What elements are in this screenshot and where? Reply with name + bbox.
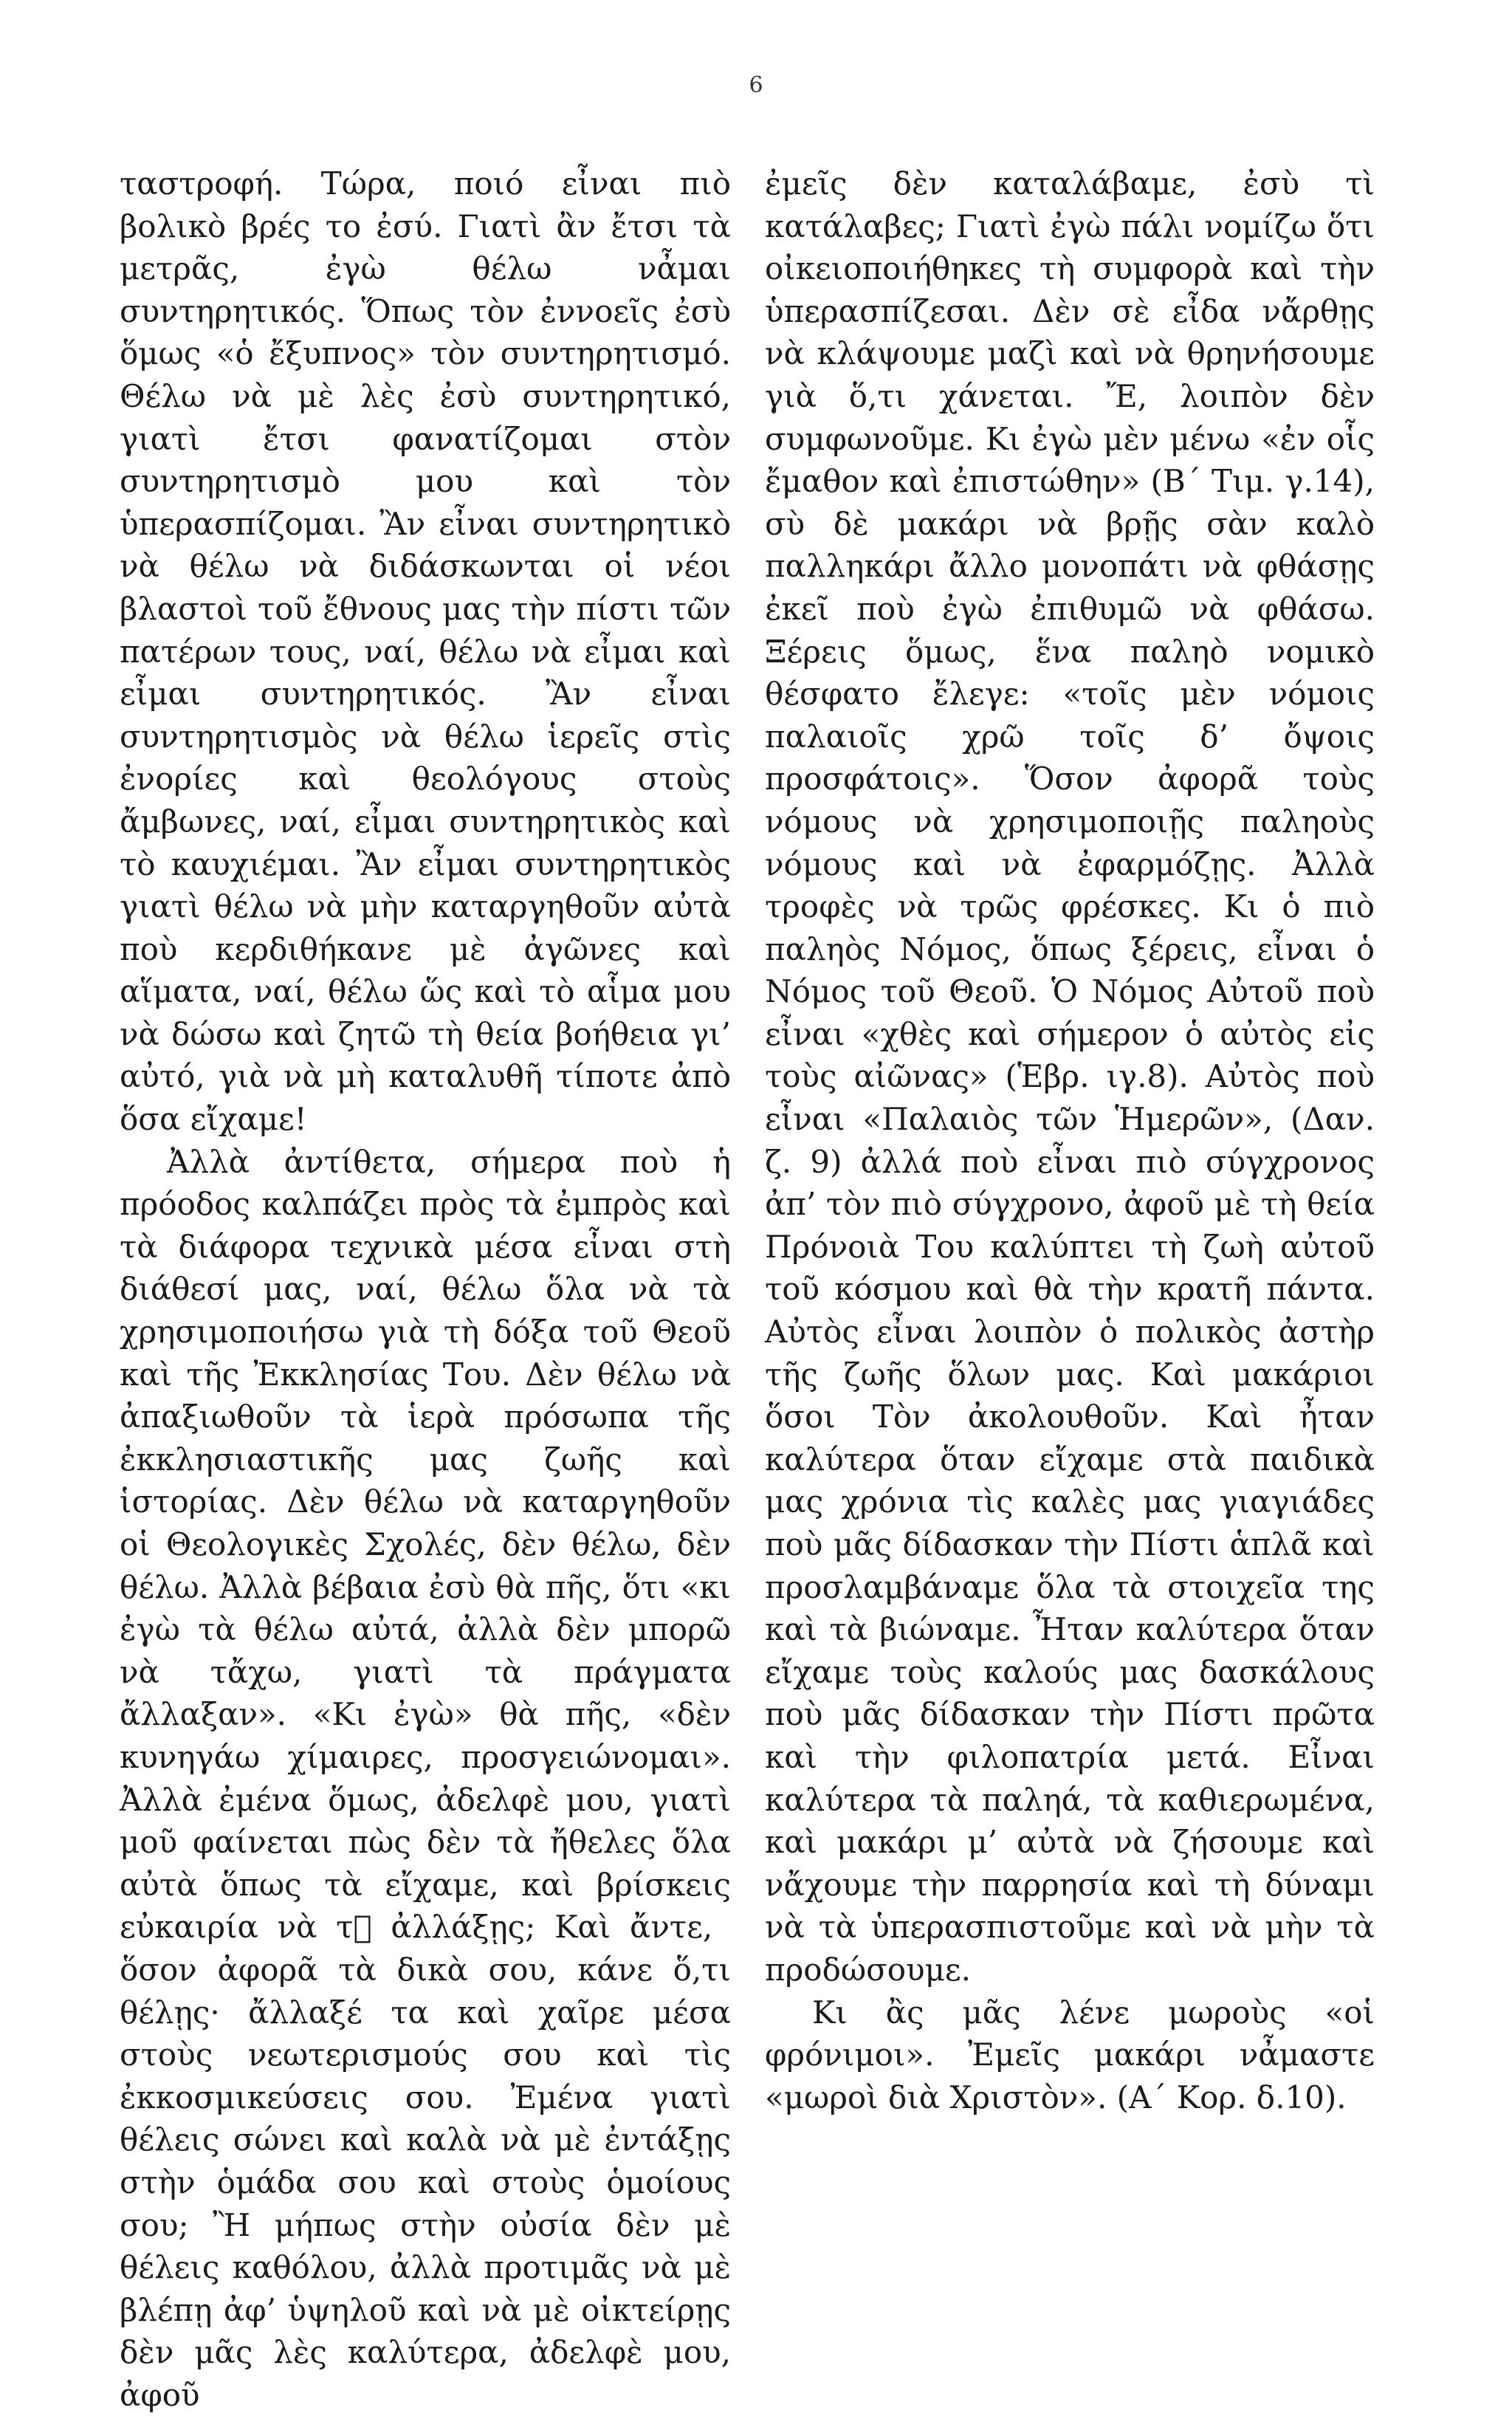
paragraph: Κι ἂς μᾶς λένε μωροὺς «οἱ φρόνιμοι». Ἐμεῖς μακάρι νἆμαστε «μωροὶ διὰ Χριστὸν». (Α΄ Κορ. δ.10). <box>765 1994 1375 2115</box>
left-column <box>120 162 731 2416</box>
paragraph: Ἀλλὰ ἀντίθετα, σήμερα ποὺ ἡ πρόοδος καλπάζει πρὸς τὰ ἐμπρὸς καὶ τὰ διάφορα τεχνικὰ μέσα εἶναι στὴ διάθεσί μας, ναί, θέλω ὅλα νὰ τὰ χρησιμοποιήσω γιὰ τὴ δόξα τοῦ Θεοῦ καὶ τῆς Ἐκκλησίας Του. Δὲν θέλω νὰ ἀπαξιωθοῦν τὰ ἱερὰ πρόσωπα τῆς ἐκκλησιαστικῆς μας ζωῆς καὶ ἱστορίας. Δὲν θέλω νὰ καταργηθοῦν οἱ Θεολογικὲς Σχολές, δὲν θέλω, δὲν θέλω. Ἀλλὰ βέβαια ἐσὺ θὰ πῆς, ὅτι «κι ἐγὼ τὰ θέλω αὐτά, ἀλλὰ δὲν μπορῶ νὰ τἄχω, γιατὶ τὰ πράγματα ἄλλαξαν». «Κι ἐγὼ» θὰ πῆς, «δὲν κυνηγάω χίμαιρες, προσγειώνομαι». Ἀλλὰ ἐμένα ὅμως, ἀδελφὲ μου, γιατὶ μοῦ φαίνεται πὼς δὲν τὰ ἤθελες ὅλα αὐτὰ ὅπως τὰ εἴχαμε, καὶ βρίσκεις εὐκαιρία νὰ τ⃞ ἀλλάξῃς; Καὶ ἄντε, ὅσον ἀφορᾶ τὰ δικὰ σου, κάνε ὅ,τι θέλῃς· ἄλλαξέ τα καὶ χαῖρε μέσα στοὺς νεωτερισμούς σου καὶ τὶς ἐκκοσμικεύσεις σου. Ἐμένα γιατὶ θέλεις σώνει καὶ καλὰ νὰ μὲ ἐντάξῃς στὴν ὁμάδα σου καὶ στοὺς ὁμοίους σου; Ἢ μήπως στὴν οὐσία δὲν μὲ θέλεις καθόλου, ἀλλὰ προτιμᾶς νὰ μὲ βλέπῃ ἀφ’ ὑψηλοῦ καὶ νὰ μὲ οἰκτείρῃς δὲν μᾶς λὲς καλύτερα, ἀδελφὲ μου, ἀφοῦ <box>120 1143 731 2413</box>
paragraph: ταστροφή. Τώρα, ποιό εἶναι πιὸ βολικὸ βρές το ἐσύ. Γιατὶ ἂν ἔτσι τὰ μετρᾶς, ἐγὼ θέλω νἆμαι συντηρητικός. Ὅπως τὸν ἐννοεῖς ἐσὺ ὅμως «ὁ ἔξυπνος» τὸν συντηρητισμό. Θέλω νὰ μὲ λὲς ἐσὺ συντηρητικό, γιατὶ ἔτσι φανατίζομαι στὸν συντηρητισμὸ μου καὶ τὸν ὑπερασπίζομαι. Ἂν εἶναι συντηρητικὸ νὰ θέλω νὰ διδάσκωνται οἱ νέοι βλαστοὶ τοῦ ἔθνους μας τὴν πίστι τῶν πατέρων τους, ναί, θέλω νὰ εἶμαι καὶ εἶμαι συντηρητικός. Ἂν εἶναι συντηρητισμὸς νὰ θέλω ἱερεῖς στὶς ἐνορίες καὶ θεολόγους στοὺς ἄμβωνες, ναί, εἶμαι συντηρητικὸς καὶ τὸ καυχιέμαι. Ἂν εἶμαι συντηρητικὸς γιατὶ θέλω νὰ μὴν καταργηθοῦν αὐτὰ ποὺ κερδιθήκανε μὲ ἀγῶνες καὶ αἵματα, ναί, θέλω ὥς καὶ τὸ αἷμα μου νὰ δώσω καὶ ζητῶ τὴ θεία βοήθεια γι’ αὐτό, γιὰ νὰ μὴ καταλυθῆ τίποτε ἀπὸ ὅσα εἴχαμε! <box>120 165 731 1138</box>
right-column <box>765 162 1375 2118</box>
page-number: 6 <box>749 72 763 98</box>
paragraph: ἐμεῖς δὲν καταλάβαμε, ἐσὺ τὶ κατάλαβες; Γιατὶ ἐγὼ πάλι νομίζω ὅτι οἰκειοποιήθηκες τὴ συμφορὰ καὶ τὴν ὑπερασπίζεσαι. Δὲν σὲ εἶδα νἄρθῃς νὰ κλάψουμε μαζὶ καὶ νὰ θρηνήσουμε γιὰ ὅ,τι χάνεται. Ἔ, λοιπὸν δὲν συμφωνοῦμε. Κι ἐγὼ μὲν μένω «ἐν οἷς ἔμαθον καὶ ἐπιστώθην» (Β΄ Τιμ. γ.14), σὺ δὲ μακάρι νὰ βρῇς σὰν καλὸ παλληκάρι ἄλλο μονοπάτι νὰ φθάσῃς ἐκεῖ ποὺ ἐγὼ ἐπιθυμῶ νὰ φθάσω. Ξέρεις ὅμως, ἕνα παληὸ νομικὸ θέσφατο ἔλεγε: «τοῖς μὲν νόμοις παλαιοῖς χρῶ τοῖς δ’ ὄψοις προσφάτοις». Ὅσον ἀφορᾶ τοὺς νόμους νὰ χρησιμοποιῇς παληοὺς νόμους καὶ νὰ ἐφαρμόζῃς. Ἀλλὰ τροφὲς νὰ τρῶς φρέσκες. Κι ὁ πιὸ παληὸς Νόμος, ὅπως ξέρεις, εἶναι ὁ Νόμος τοῦ Θεοῦ. Ὁ Νόμος Αὐτοῦ ποὺ εἶναι «χθὲς καὶ σήμερον ὁ αὐτὸς εἰς τοὺς αἰῶνας» (Ἑβρ. ιγ.8). Αὐτὸς ποὺ εἶναι «Παλαιὸς τῶν Ἡμερῶν», (Δαν. ζ. 9) ἀλλά ποὺ εἶναι πιὸ σύγχρονος ἀπ’ τὸν πιὸ σύγχρονο, ἀφοῦ μὲ τὴ θεία Πρόνοιὰ Του καλύπτει τὴ ζωὴ αὐτοῦ τοῦ κόσμου καὶ θὰ τὴν κρατῆ πάντα. Αὐτὸς εἶναι λοιπὸν ὁ πολικὸς ἀστὴρ τῆς ζωῆς ὅλων μας. Καὶ μακάριοι ὅσοι Τὸν ἀκολουθοῦν. Καὶ ἦταν καλύτερα ὅταν εἴχαμε στὰ παιδικὰ μας χρόνια τὶς καλὲς μας γιαγιάδες ποὺ μᾶς δίδασκαν τὴν Πίστι ἁπλᾶ καὶ προσλαμβάναμε ὅλα τὰ στοιχεῖα της καὶ τὰ βιώναμε. Ἦταν καλύτερα ὅταν εἴχαμε τοὺς καλούς μας δασκάλους ποὺ μᾶς δίδασκαν τὴν Πίστι πρῶτα καὶ τὴν φιλοπατρία μετά. Εἶναι καλύτερα τὰ παληά, τὰ καθιερωμένα, καὶ μακάρι μ’ αὐτὰ νὰ ζήσουμε καὶ νἄχουμε τὴν παρρησία καὶ τὴ δύναμι νὰ τὰ ὑπερασπιστοῦμε καὶ νὰ μὴν τὰ προδώσουμε. <box>765 165 1375 1988</box>
